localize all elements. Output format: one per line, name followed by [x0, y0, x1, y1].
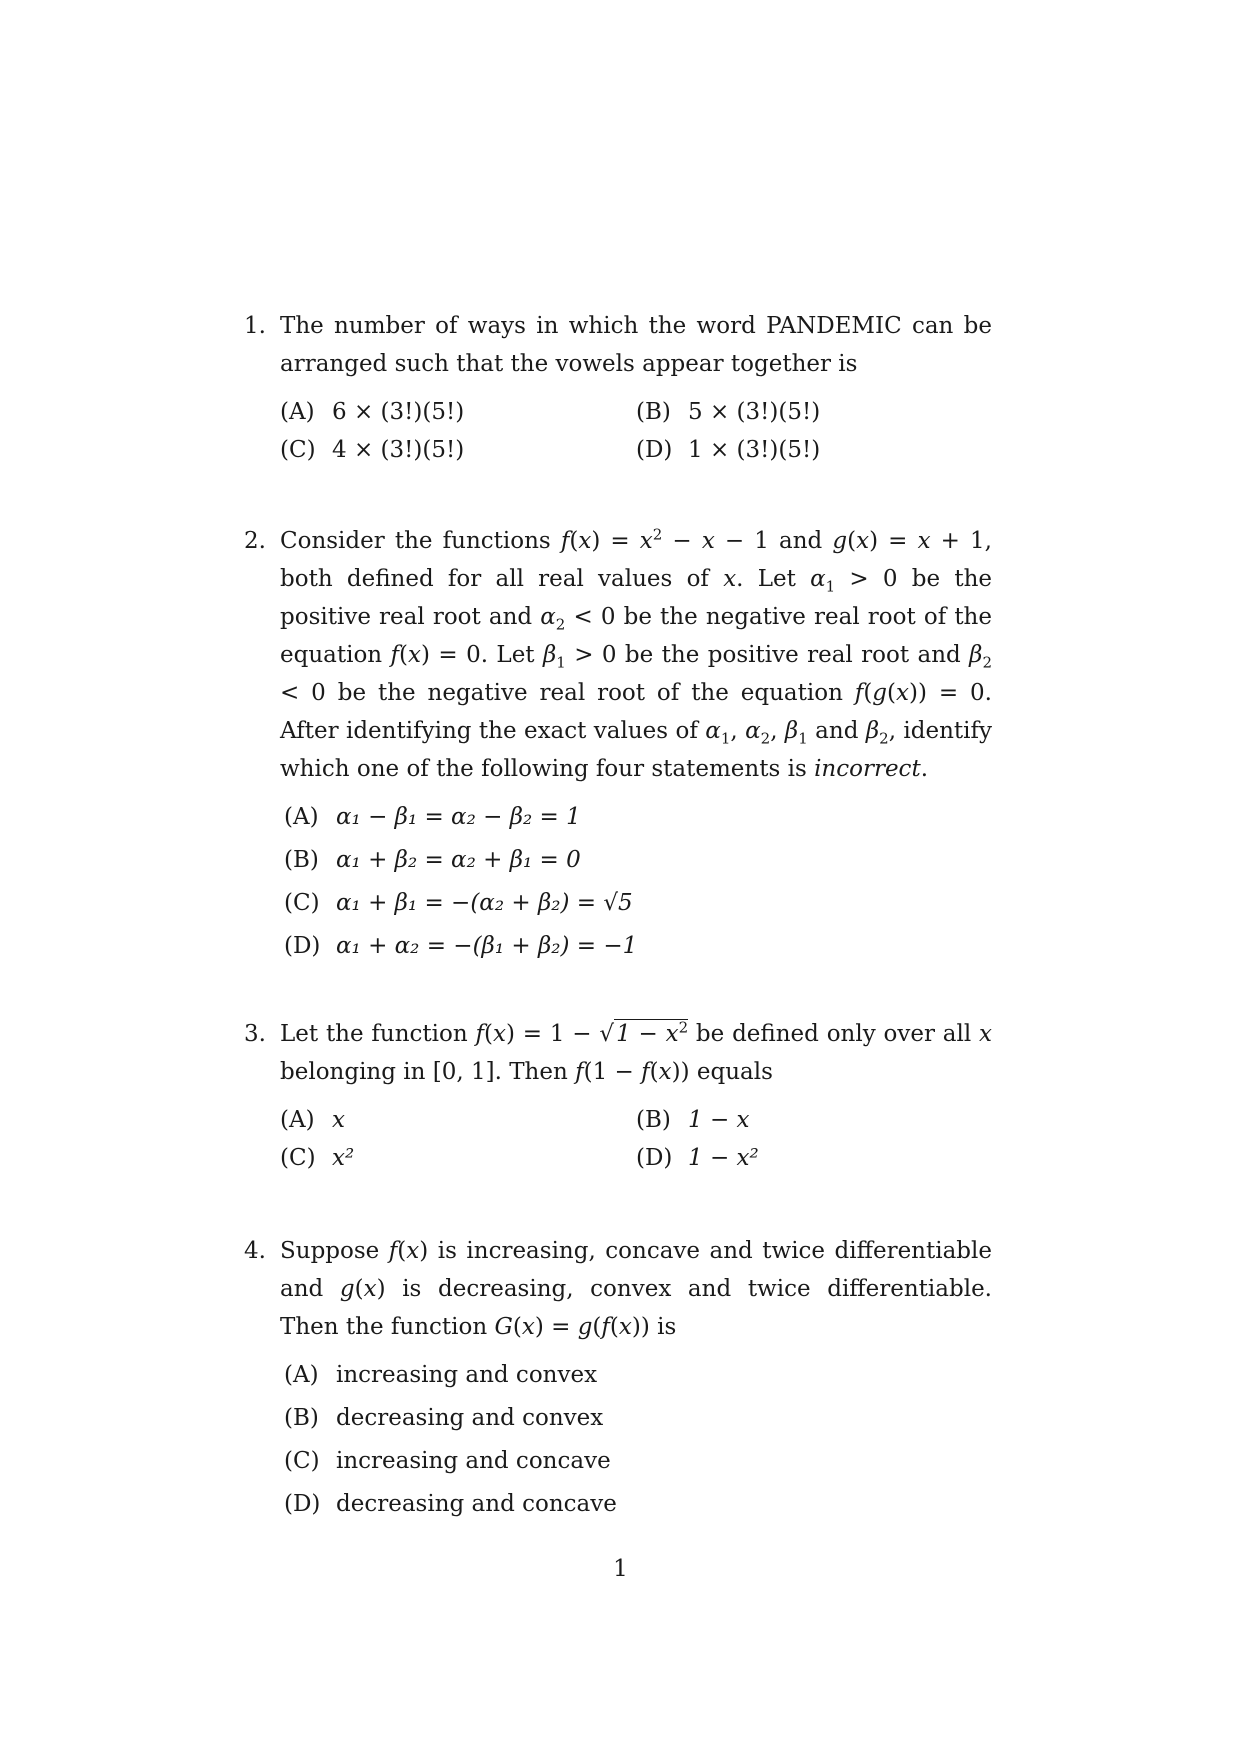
option-label: (A): [280, 1107, 315, 1133]
options-list: [280, 1356, 992, 1528]
option-label: (B): [284, 1405, 319, 1431]
question-number: 4.: [244, 1238, 266, 1264]
option-d: [284, 1485, 992, 1528]
option-text: x²: [332, 1145, 355, 1171]
option-text: 1 − x²: [688, 1145, 759, 1171]
option-c: [280, 1139, 636, 1177]
radicand: $1 - x^2$: [616, 1018, 689, 1047]
option-b: [636, 393, 992, 431]
option-label: (D): [284, 1491, 321, 1517]
option-label: (C): [284, 890, 320, 916]
option-a: [280, 393, 636, 431]
question-stem: The number of ways in which the word PANDEMIC can be arranged such that the vowels appear together is: [280, 313, 992, 377]
option-label: (B): [636, 399, 671, 425]
option-text: α₁ + β₁ = −(α₂ + β₂) = √5: [336, 890, 633, 916]
option-text: decreasing and concave: [336, 1491, 617, 1517]
option-a: [280, 1101, 636, 1139]
option-label: (B): [636, 1107, 671, 1133]
option-text: α₁ + β₂ = α₂ + β₁ = 0: [336, 847, 581, 873]
question-number: 1.: [244, 313, 266, 339]
options-list: [280, 798, 992, 970]
option-text: increasing and convex: [336, 1362, 598, 1388]
option-text: α₁ + α₂ = −(β₁ + β₂) = −1: [336, 933, 638, 959]
question-3: [244, 1015, 992, 1177]
question-2: [244, 522, 993, 970]
page-number: 1: [613, 1556, 628, 1582]
question-stem: Let the function $f(x) = 1 - √1 - x^2$ be defined only over all x belonging in [0, 1]. Then f(1 − f(x)) equals: [280, 1018, 992, 1085]
option-b: [284, 1399, 992, 1442]
option-text: 1 − x: [688, 1107, 750, 1133]
option-text: 1 × (3!)(5!): [688, 437, 821, 463]
option-c: [284, 884, 992, 927]
options-grid: [280, 1101, 992, 1177]
option-label: (D): [636, 1145, 673, 1171]
question-number: 3.: [244, 1021, 266, 1047]
options-grid: [280, 393, 992, 469]
option-text: decreasing and convex: [336, 1405, 604, 1431]
option-label: (D): [636, 437, 673, 463]
option-text: 6 × (3!)(5!): [332, 399, 465, 425]
option-text: 4 × (3!)(5!): [332, 437, 465, 463]
option-label: (B): [284, 847, 319, 873]
option-text: increasing and concave: [336, 1448, 611, 1474]
option-label: (A): [284, 804, 319, 830]
option-d: [636, 1139, 992, 1177]
question-1: [244, 307, 992, 469]
option-label: (A): [284, 1362, 319, 1388]
option-b: [284, 841, 992, 884]
option-c: [284, 1442, 992, 1485]
option-text: α₁ − β₁ = α₂ − β₂ = 1: [336, 804, 581, 830]
question-number: 2.: [244, 528, 266, 554]
option-label: (C): [280, 1145, 316, 1171]
option-a: [284, 1356, 992, 1399]
option-a: [284, 798, 992, 841]
option-b: [636, 1101, 992, 1139]
question-4: [244, 1232, 992, 1528]
option-label: (D): [284, 933, 321, 959]
option-label: (A): [280, 399, 315, 425]
option-text: x: [332, 1107, 345, 1133]
option-text: 5 × (3!)(5!): [688, 399, 821, 425]
option-label: (C): [284, 1448, 320, 1474]
option-d: [636, 431, 992, 469]
emphasis: incorrect: [814, 756, 921, 782]
question-stem: Consider the functions $f(x) = x^2 - x - 1$ and g(x) = x + 1, both defined for all real values of x. Let $\alpha_1 > 0$ be the positive real root and $\alpha_2 < 0$ be the negative real root of the equation f(x) = 0. Let $\beta_1 > 0$ be the positive real root and $\beta_2 < 0$ be the negative real root of the equation f(g(x)) = 0. After identifying the exact values of $\alpha_1$, $\alpha_2$, $\beta_1$ and $\beta_2$, identify which one of the following four statements is incorrect.: [280, 525, 993, 782]
question-stem: Suppose f(x) is increasing, concave and twice differentiable and g(x) is decreasing, convex and twice differentiable. Then the function G(x) = g(f(x)) is: [280, 1238, 992, 1340]
option-c: [280, 431, 636, 469]
option-label: (C): [280, 437, 316, 463]
option-d: [284, 927, 992, 970]
